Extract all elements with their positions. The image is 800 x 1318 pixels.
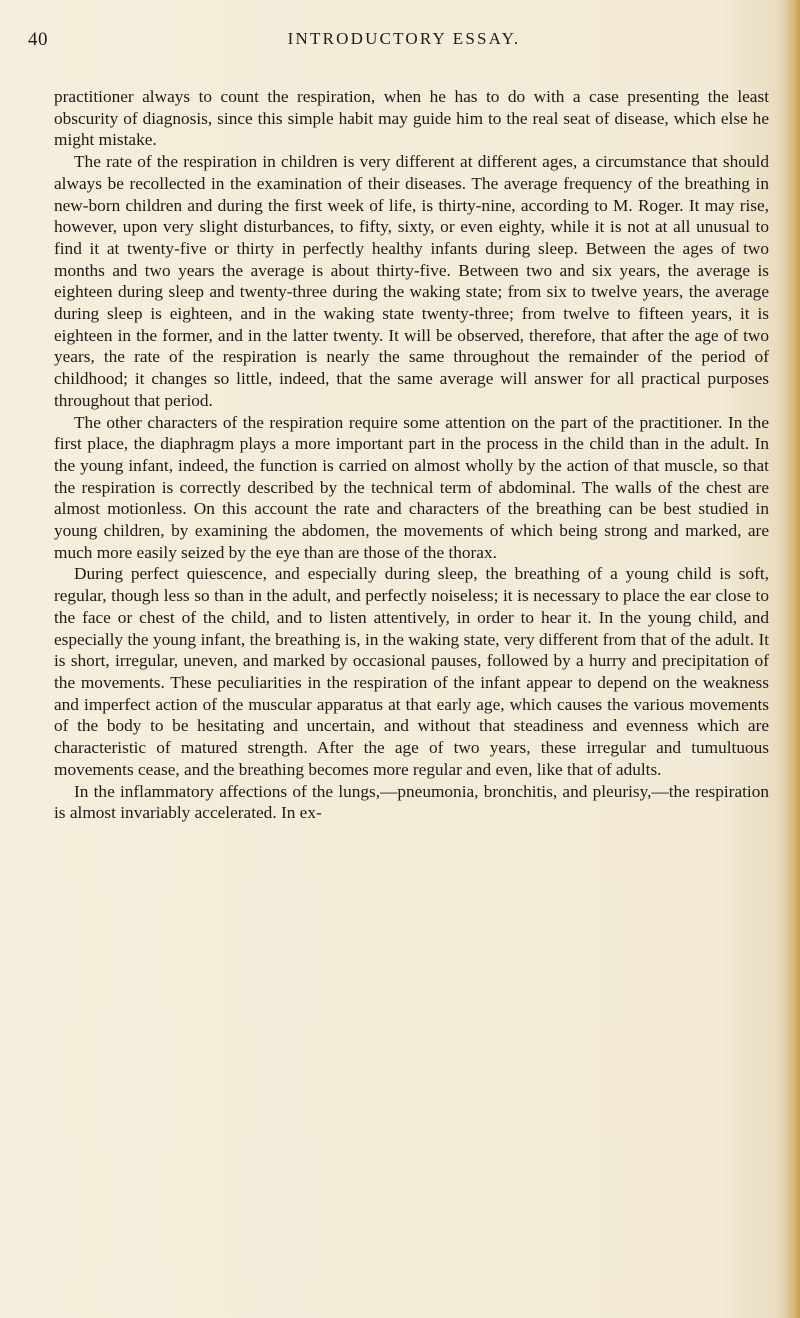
paragraph-continuation: practitioner always to count the respiration, when he has to do with a case presenting the least obscurity of diagnosis, since this simple habit may guide him to the real seat of disease, which else he might mistake. [54,87,769,150]
page-edge-discoloration [784,0,800,1318]
paragraph-quiescence: During perfect quiescence, and especially during sleep, the breathing of a young child is soft, regular, though less so than in the adult, and perfectly noiseless; it is necessary to place the ear close to the face or chest of the child, and to listen attentively, in order to hear it. In the young child, and especially the young infant, the breathing is, in the waking state, very different from that of the adult. It is short, irregular, uneven, and marked by occasional pauses, followed by a hurry and precipitation of the movements. These peculiarities in the respiration of the infant appear to depend on the weakness and imperfect action of the muscular apparatus at that early age, which causes the various movements of the body to be hesitating and uncertain, and without that steadiness and evenness which are characteristic of matured strength. After the age of two years, these irregular and tumultuous movements cease, and the breathing becomes more regular and even, like that of adults. [54,564,769,779]
page-number: 40 [28,29,48,50]
paragraph-respiration-characters: The other characters of the respiration require some attention on the part of the practitioner. In the first place, the diaphragm plays a more important part in the process in the child than in the adult. In the young infant, indeed, the function is carried on almost wholly by the action of that muscle, so that the respiration is correctly described by the technical term of abdominal. The walls of the chest are almost motionless. On this account the rate and characters of the breathing can be best studied in young children, by examining the abdomen, the movements of which being strong and marked, are much more easily seized by the eye than are those of the thorax. [54,412,769,562]
running-title: INTRODUCTORY ESSAY. [287,29,521,48]
body-text [54,86,769,824]
paragraph-inflammatory-affections: In the inflammatory affections of the lungs,—pneumonia, bronchitis, and pleurisy,—the respiration is almost invariably accelerated. In ex- [54,781,769,823]
paragraph-respiration-rate: The rate of the respiration in children is very different at different ages, a circumstance that should always be recollected in the examination of their diseases. The average frequency of the breathing in new-born children and during the first week of life, is thirty-nine, according to M. Roger. It may rise, however, upon very slight disturbances, to fifty, sixty, or even eighty, while it is not at all unusual to find it at twenty-five or thirty in perfectly healthy infants during sleep. Between the ages of two months and two years the average is about thirty-five. Between two and six years, the average is eighteen during sleep and twenty-three during the waking state; from six to twelve years, the average during sleep is eighteen, and in the waking state twenty-three; from twelve to fifteen years, it is eighteen in the former, and in the latter twenty. It will be observed, therefore, that after the age of two years, the rate of the respiration is nearly the same throughout the remainder of the period of childhood; it changes so little, indeed, that the same average will answer for all practical purposes throughout that period. [54,152,769,410]
page-header [28,29,780,59]
